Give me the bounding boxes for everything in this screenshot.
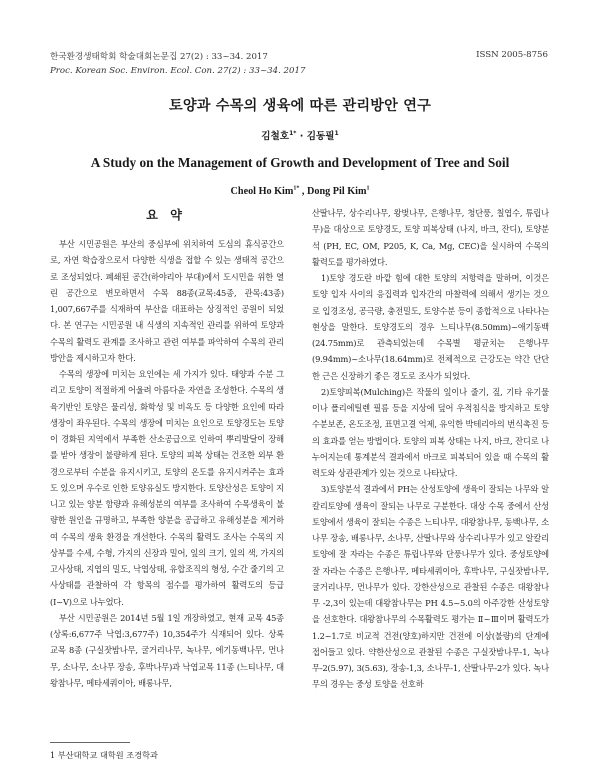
author-2-korean: 김동필 xyxy=(306,131,335,142)
author-1-korean-affiliation: 1* xyxy=(289,129,297,137)
title-korean: 토양과 수목의 생육에 따른 관리방안 연구 xyxy=(168,98,432,114)
author-1-english: Cheol Ho Kim xyxy=(230,186,294,197)
paragraph: 수목의 생장에 미치는 요인에는 세 가지가 있다. 태양과 수분 그리고 토양이 적절하게 어울려 아름다운 자연을 조성한다. 수목의 생육기반인 토양은 물리성, 화학성 및 비옥도 등 다양한 요인에 따라 생장이 좌우된다. 수목의 생장에 미치는 요인으로 토양경도는 토양이 경화된 지역에서 부족한 산소공급으로 인하여 뿌리발달이 장해를 받아 생장이 불량하게 된다. 토양의 피복 상태는 건조한 외부 환경으로부터 수분을 유지시키고, 토양의 온도를 유지시켜주는 효과도 있으며 우수로 인한 토양유실도 방지한다. 토양산성은 토양이 지니고 있는 양분 함량과 유해성분의 여부를 조사하여 수목생육이 불량한 원인을 규명하고, 부족한 양분을 공급하고 유해성분을 제거하여 수목의 생육 환경을 개선한다. 수목의 활력도 조사는 수목의 지상부를 수세, 수형, 가지의 신장과 밀어, 잎의 크기, 잎의 색, 가지의 고사상태, 지엽의 밀도, 낙엽상태, 유합조직의 형성, 수간 줄기의 고사상태를 관찰하여 각 항목의 점수를 평가하여 활력도의 등급(Ⅰ~Ⅴ)으로 나누었다. xyxy=(50,369,284,607)
paragraph: 2)토양피복(Mulching)은 작물의 잎이나 줄기, 짚, 기타 유기물이나 폴리에틸렌 필름 등을 지상에 덮어 우적침식을 방지하고 토양 수분보존, 온도조정, 표면고결 억제, 유익한 박테리아의 번식촉진 등의 효과를 얻는 방법이다. 토양의 피복 상태는 나지, 바크, 잔디로 나누어지는데 통계분석 결과에서 바크로 피복되어 있을 때 수목의 활력도와 상관관계가 있는 것으로 나타났다. xyxy=(312,386,549,478)
paragraph: 부산 시민공원은 부산의 중심부에 위치하여 도심의 휴식공간으로, 자연 학습장으로서 다양한 식생을 접할 수 있는 생태적 공간으로 조성되었다. 폐쇄된 공간(하야리아 부대)에서 도시민을 위한 열린 공간으로 변모하면서 수목 88종(교목:45종, 관목:43종) 1,007,667주를 식재하여 부산을 대표하는 상징적인 공원이 되었다. 본 연구는 시민공원 내 식생의 지속적인 관리를 위하여 토양과 수목의 활력도 관계를 조사하고 관련 여부를 파악하여 수목의 관리 방안을 제시하고자 한다. xyxy=(50,239,284,363)
authors-korean xyxy=(0,128,600,142)
author-separator: · xyxy=(296,131,307,142)
author-1-korean: 김철호 xyxy=(261,131,290,142)
author-2-korean-affiliation: 1 xyxy=(334,129,339,137)
title-english: A Study on the Management of Growth and Development of Tree and Soil xyxy=(90,155,510,170)
footnote-rule xyxy=(50,742,130,743)
footnote: 1 부산대학교 대학원 조경학과 xyxy=(50,750,158,760)
issn: ISSN 2005-8756 xyxy=(476,50,548,60)
paragraph: 산딸나무, 상수리나무, 왕벚나무, 은행나무, 청단풍, 칠엽수, 튜립나무)을 대상으로 토양경도, 토양 피복상태 (나지, 바크, 잔디), 토양분석 (PH, EC, OM, P205, K, Ca, Mg, CEC)을 실시하여 수목의 활력도를 평가하였다. xyxy=(312,208,549,267)
journal-header xyxy=(50,50,305,78)
author-2-english: Dong Pil Kim xyxy=(307,186,367,197)
abstract-heading: 요 약 xyxy=(146,208,186,222)
authors-english xyxy=(0,186,600,197)
left-column xyxy=(50,236,284,691)
right-column xyxy=(312,205,549,693)
paragraph: 부산 시민공원은 2014년 5월 1일 개장하였고, 현재 교목 45종 (상록:6,677주 낙엽:3,677주) 10,354주가 식재되어 있다. 상록 교목 8종 (구실잣밤나무, 굴거리나무, 녹나무, 에기동백나무, 먼나무, 소나무, 소나무 장송, 후박나무)과 낙엽교목 11종 (느티나무, 대왕참나무, 메타세쿼이아, 배롱나무, xyxy=(50,612,284,688)
author-separator-english: , xyxy=(299,186,308,197)
journal-citation-english: Proc. Korean Soc. Environ. Ecol. Con. 27(2) : 33~34. 2017 xyxy=(50,66,306,76)
journal-citation-korean: 한국환경생태학회 학술대회논문집 27(2) : 33~34. 2017 xyxy=(50,52,268,62)
author-1-english-affiliation: 1* xyxy=(293,185,300,192)
paragraph: 3)토양분석 결과에서 PH는 산성토양에 생육이 잘되는 나무와 알칼리토양에 생육이 잘되는 나무로 구분한다. 대상 수목 중에서 산성 토양에서 생육이 잘되는 수종은 느티나무, 대왕참나무, 동백나무, 소나무 장송, 배롱나무, 소나무, 산딸나무와 상수리나무가 있고 알칼리토양에 잘 자라는 수종은 튜립나무와 단풍나무가 있다. 중성토양에 잘 자라는 수종은 은행나무, 메타세쿼이아, 후박나무, 구실잣밤나무, 굴거리나무, 먼나무가 있다. 강한산성으로 관찰된 수종은 대왕참나무 -2,3이 있는데 대왕참나무는 PH 4.5~5.0의 아주강한 산성토양을 선호한다. 대왕참나무의 수목활력도 평가는 Ⅱ~Ⅲ이며 활력도가 1.2~1.7로 비교적 건전(양호)하지만 건전에 이상(불량)의 단계에 접어들고 있다. 약한산성으로 관찰된 수종은 구실잣밤나무-1, 녹나무-2(5.97), 3(5.63), 장송-1,3, 소나무-1, 산딸나무-2가 있다. 녹나무의 경우는 중성 토양을 선호하 xyxy=(312,484,549,690)
paragraph: 1)토양 경도란 바깥 힘에 대한 토양의 저항력을 말하며, 이것은 토양 입자 사이의 응집력과 입자간의 마찰력에 의해서 생기는 것으로 입경조성, 공극량, 충전밀도, 토양수분 등이 종합적으로 나타나는 현상을 말한다. 토양경도의 경우 느티나무(8.50mm)~애기동백(24.75mm)로 관측되었는데 수목별 평균치는 은행나무(9.94mm)~소나무(18.64mm)로 전체적으로 근강도는 약간 단단한 근은 신장하기 좋은 경도로 조사가 되었다. xyxy=(312,273,549,381)
author-2-english-affiliation: 1 xyxy=(366,185,370,192)
